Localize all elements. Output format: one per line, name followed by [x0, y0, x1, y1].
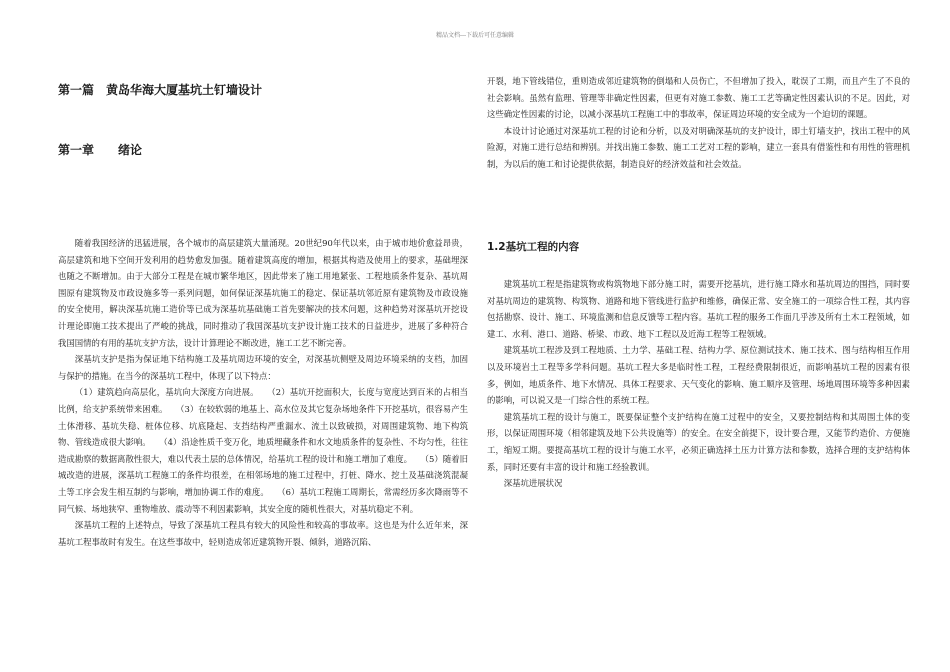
part-title: 第一篇 黄岛华海大厦基坑土钉墙设计: [58, 83, 263, 97]
left-body: [58, 235, 468, 550]
paragraph: 本设计讨论通过对深基坑工程的讨论和分析，以及对明确深基坑的支护设计，即土钉墙支护，找出工程中的风险源，对施工进行总结和辨别。并找出施工参数、施工工艺对工程的影响，建立一套具有借鉴性和有用性的管理机制，为以后的施工和讨论提供依据，制造良好的经济效益和社会效益。: [487, 125, 910, 169]
section-title: 1.2基坑工程的内容: [487, 241, 580, 253]
paragraph: 深基坑支护是指为保证地下结构施工及基坑周边环境的安全，对深基坑侧壁及周边环境采纳的支档，加固与保护的措施。在当今的深基坑工程中，体现了以下特点：: [58, 354, 468, 381]
paragraph: 建筑基坑工程涉及到工程地质、土力学、基础工程、结构力学、原位测试技术、施工技术、图与结构相互作用以及环境岩土工程等多学科问题。基坑工程大多是临时性工程，工程经费限制很近，而影响基坑工程的因素有很多，例如，地质条件、地下水情况、具体工程要求、天气变化的影响、施工顺序及管理、场地周围环境等多种因素的影响，可以说又是一门综合性的系统工程。: [487, 345, 910, 406]
paragraph: （1）建筑趋向高层化，基坑向大深度方向进展。 （2）基坑开挖面积大，长度与宽度达到百米的占相当比例，给支护系统带来困难。 （3）在较软弱的地基上、高水位及其它复杂场地条件下开挖基坑，很容易产生土体滑移、基坑失稳、桩体位移、坑底隆起、支挡结构严重漏水、流土以致破损，对周围建筑物、地下构筑物、管线造成很大影响。 （4）沿途性质千变万化，地质埋藏条件和水文地质条件的复杂性、不均匀性，往往造成勘察的数据离散性很大，难以代表土层的总体情况，给基坑工程的设计和施工增加了难度。 （5）随着旧城改造的进展，深基坑工程施工的条件均很差，在相邻场地的施工过程中，打桩、降水、挖土及基础浇筑混凝土等工序会发生相互制约与影响，增加协调工作的难度。 （6）基坑工程施工周期长，常需经历多次降雨等不同气候、场地狭窄、重物堆放、震动等不利因素影响，其安全度的随机性很大，对基坑稳定不利。: [58, 387, 468, 514]
paragraph: 开裂，地下管线错位，重则造成邻近建筑物的倒塌和人员伤亡，不但增加了投入，耽误了工期，而且产生了不良的社会影响。虽然有监理、管理等非确定性因素，但更有对施工参数、施工工艺等确定性因素认识的不足。因此，对这些确定性因素的讨论，以减小深基坑工程施工中的事故率，保证周边环境的安全成为一个迫切的课题。: [487, 76, 910, 120]
watermark-text: 精品文档---下载后可任意编辑: [435, 32, 515, 39]
right-bottom-body: [487, 276, 910, 492]
chapter-title: 第一章 绪论: [58, 143, 143, 157]
right-top-body: [487, 73, 910, 173]
paragraph: 随着我国经济的迅猛进展，各个城市的高层建筑大量涌现。20世纪90年代以来，由于城市地价愈益昂贵，高层建筑和地下空间开发利用的趋势愈发加强。随着建筑高度的增加，根据其构造及使用上的要求，基础埋深也随之不断增加。由于大部分工程是在城市繁华地区，因此带来了施工用地紧张、工程地质条件复杂、基坑周围原有建筑物及市政设施多等一系列问题，如何保证深基坑施工的稳定、保证基坑邻近原有建筑物及市政设施的安全使用，解决深基坑施工造价等已成为深基坑基础施工首先要解决的技术问题，这种趋势对深基坑开挖设计理论即施工技术提出了严峻的挑战，同时推动了我国深基坑支护设计施工技术的日益进步，进展了多种符合我国国情的有用的基坑支护方法，设计计算理论不断改进，施工工艺不断完善。: [58, 238, 468, 348]
paragraph: 建筑基坑工程的设计与施工，既要保证整个支护结构在施工过程中的安全，又要控制结构和其周围土体的变形，以保证周围环境（相邻建筑及地下公共设施等）的安全。在安全前提下，设计要合理，又能节约造价、方便施工，缩短工期。要提高基坑工程的设计与施工水平，必须正确选择土压力计算方法和参数，选择合理的支护结构体系，同时还要有丰富的设计和施工经验教训。: [487, 411, 910, 472]
paragraph: 深基坑工程的上述特点，导致了深基坑工程具有较大的风险性和较高的事故率。这也是为什么近年来，深基坑工程事故时有发生。在这些事故中，轻则造成邻近建筑物开裂、倾斜，道路沉陷、: [58, 520, 468, 547]
paragraph: 建筑基坑工程是指建筑物或构筑物地下部分施工时，需要开挖基坑，进行施工降水和基坑周边的围挡，同时要对基坑周边的建筑物、构筑物、道路和地下管线进行监护和维修，确保正常、安全施工的一项综合性工程，其内容包括勘察、设计、施工、环境监测和信息反馈等工程内容。基坑工程的服务工作面几乎涉及所有土木工程领域，如建工、水利、港口、道路、桥梁、市政、地下工程以及近海工程等工程领域。: [487, 279, 910, 339]
paragraph: 深基坑进展状况: [503, 478, 563, 489]
